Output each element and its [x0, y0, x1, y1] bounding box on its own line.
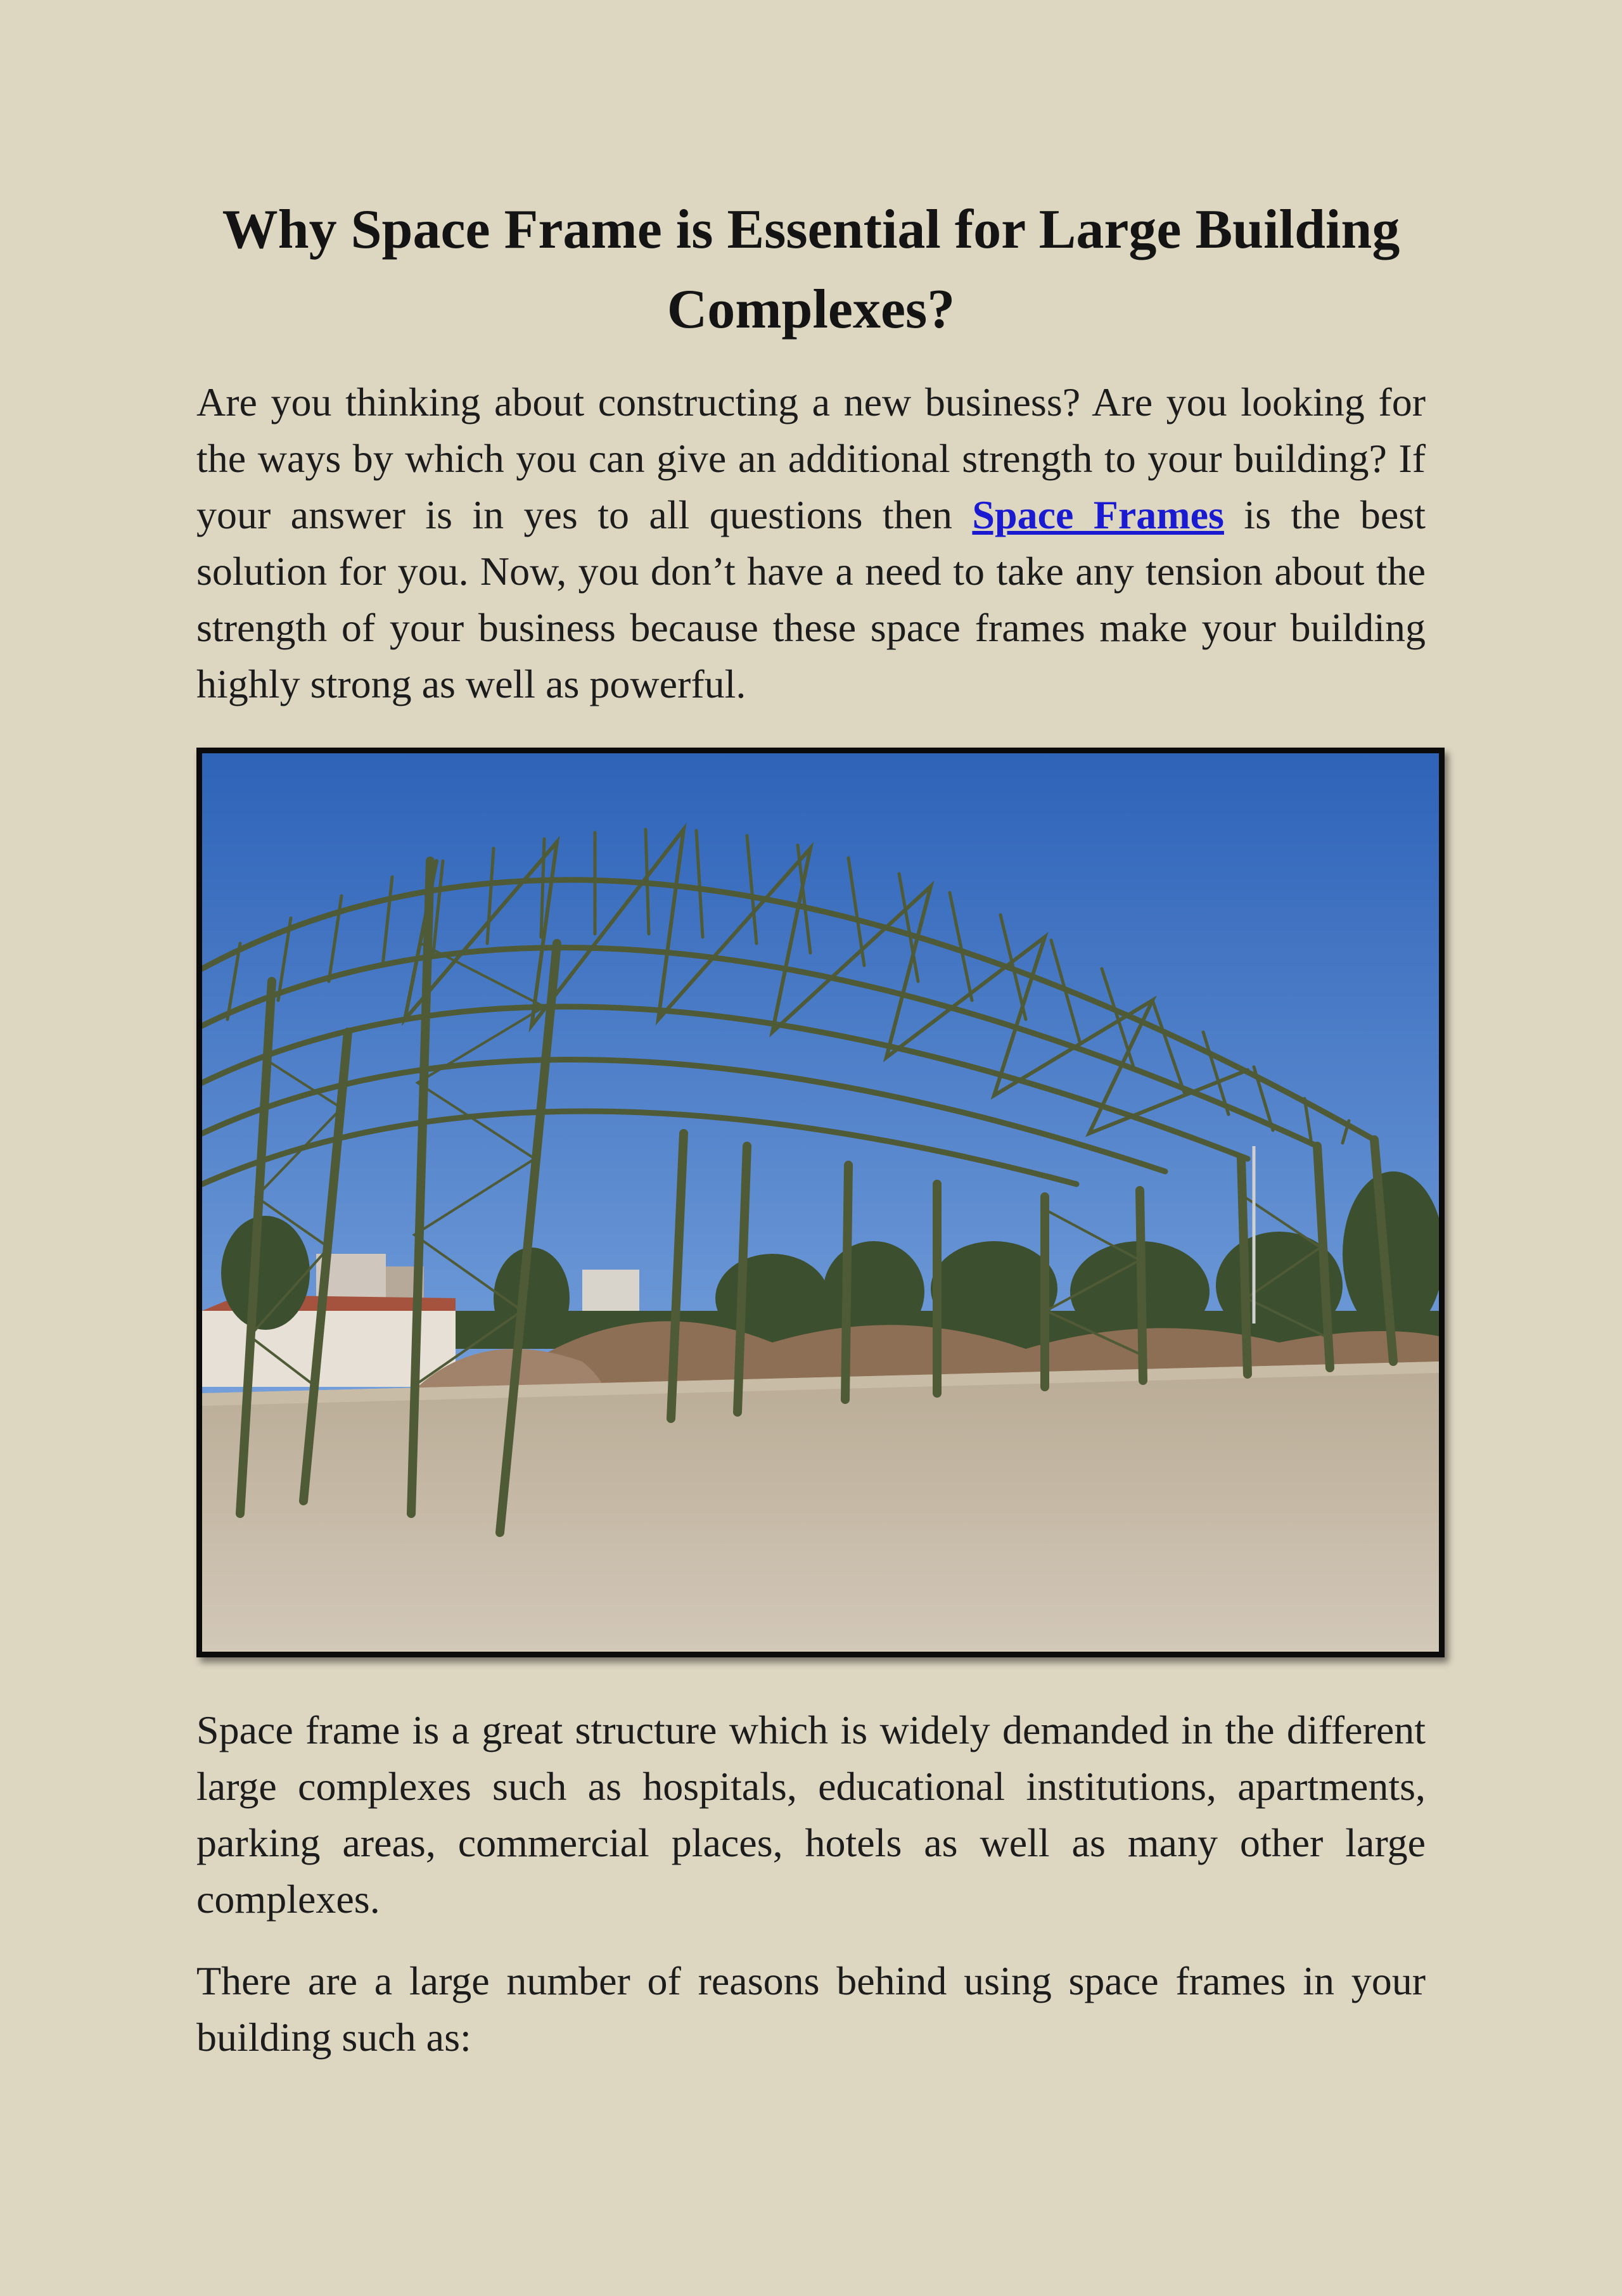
paved-ground [202, 1362, 1439, 1652]
space-frame-photo [196, 748, 1445, 1657]
intro-paragraph [196, 374, 1426, 712]
page-title: Why Space Frame is Essential for Large Building Complexes? [222, 199, 1400, 340]
intro-text-end: is the best solution for you. Now, you don’t have a need to take any tension about the strength of your business because these space frames make your building highly strong as well as powerful. [196, 492, 1426, 706]
intro-text-start: Are you thinking about constructing a new business? Are you looking for the ways by which you can give an additional strength to your building? If your answer is in yes to all questions then [196, 379, 1426, 537]
space-frame-illustration [202, 753, 1439, 1652]
body-paragraph-uses: Space frame is a great structure which is widely demanded in the different large complexes such as hospitals, educational institutions, apartments, parking areas, commercial places, hotels as well as many other large complexes. [196, 1707, 1426, 1922]
space-frames-link[interactable]: Space Frames [972, 492, 1224, 537]
body-paragraph-reasons: There are a large number of reasons behind using space frames in your building such as: [196, 1958, 1426, 2060]
